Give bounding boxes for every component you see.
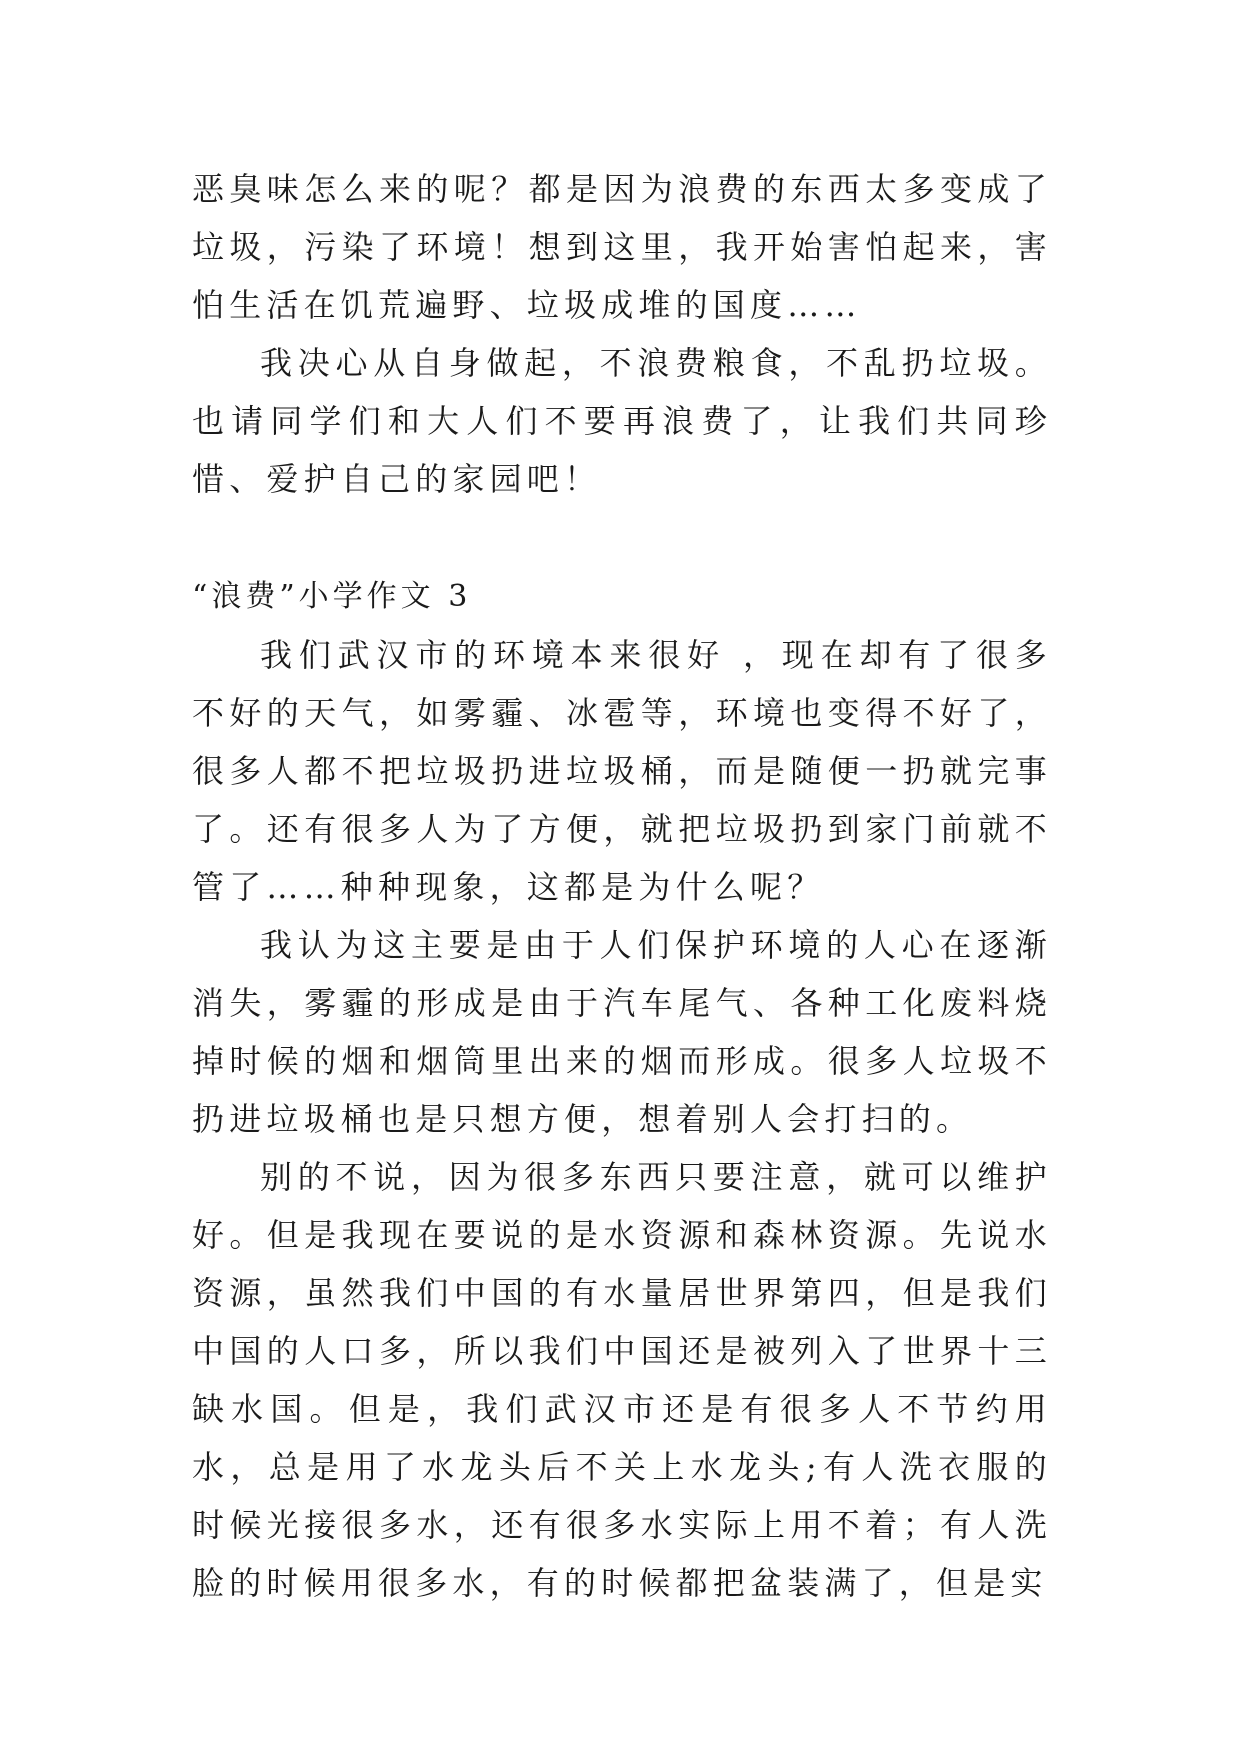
paragraph: 恶臭味怎么来的呢？都是因为浪费的东西太多变成了垃圾，污染了环境！想到这里，我开始害怕起来，害怕生活在饥荒遍野、垃圾成堆的国度…… xyxy=(192,170,1052,324)
section-title: “浪费”小学作文 3 xyxy=(192,579,472,614)
section-spacer xyxy=(192,508,1052,568)
document-page xyxy=(192,160,1052,1612)
paragraph: 我们武汉市的环境本来很好 ，现在却有了很多不好的天气，如雾霾、冰雹等，环境也变得不好了，很多人都不把垃圾扔进垃圾桶，而是随便一扔就完事了。还有很多人为了方便，就把垃圾扔到家门前就不管了……种种现象，这都是为什么呢？ xyxy=(192,636,1052,906)
paragraph: 我认为这主要是由于人们保护环境的人心在逐渐消失，雾霾的形成是由于汽车尾气、各种工化废料烧掉时候的烟和烟筒里出来的烟而形成。很多人垃圾不扔进垃圾桶也是只想方便，想着别人会打扫的。 xyxy=(192,926,1052,1138)
paragraph: 别的不说，因为很多东西只要注意，就可以维护好。但是我现在要说的是水资源和森林资源。先说水资源，虽然我们中国的有水量居世界第四，但是我们中国的人口多，所以我们中国还是被列入了世界十三缺水国。但是，我们武汉市还是有很多人不节约用水，总是用了水龙头后不关上水龙头;有人洗衣服的时候光接很多水，还有很多水实际上用不着；有人洗脸的时候用很多水，有的时候都把盆装满了，但是实 xyxy=(192,1158,1052,1602)
paragraph: 我决心从自身做起，不浪费粮食，不乱扔垃圾。也请同学们和大人们不要再浪费了，让我们共同珍惜、爱护自己的家园吧！ xyxy=(192,344,1052,498)
